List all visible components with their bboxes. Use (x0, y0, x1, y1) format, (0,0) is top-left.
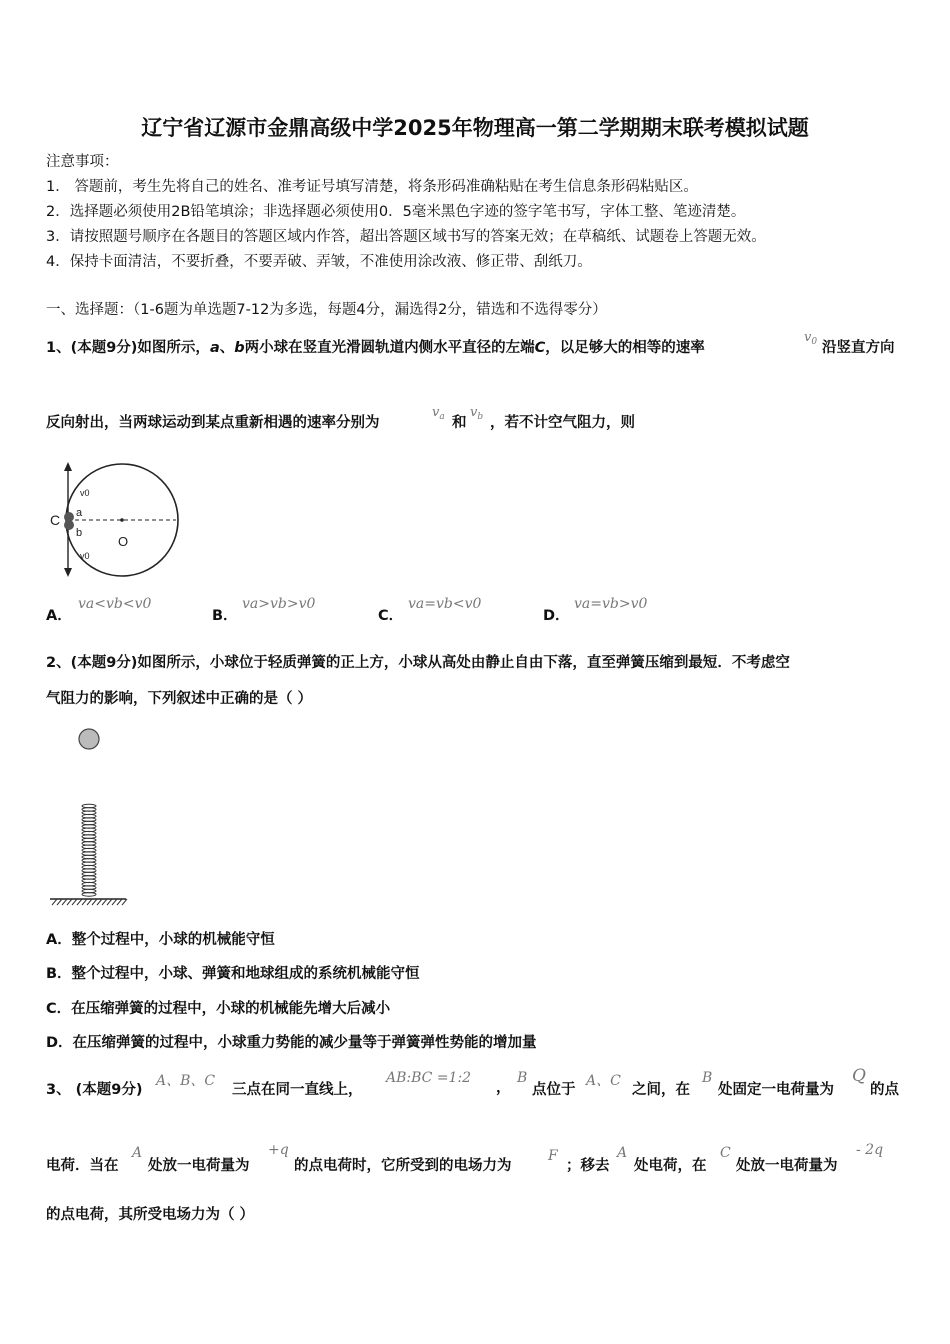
hatch-line (52, 899, 57, 905)
q3-plusq: +q (268, 1142, 289, 1158)
q2-spring-figure (44, 726, 134, 911)
hatch-line (82, 899, 87, 905)
hatch-line (112, 899, 117, 905)
q1-va (432, 405, 445, 422)
q3-abc: A、B、C (156, 1073, 216, 1089)
ball-b (64, 520, 74, 530)
q1-and: 和 (452, 415, 467, 431)
label-b: b (76, 527, 83, 539)
q1-line2a: 反向射出，当两球运动到某点重新相遇的速率分别为 (46, 415, 380, 431)
q3-lead: 3、 (本题9分) (46, 1082, 143, 1098)
q3-comma: ， (496, 1080, 511, 1096)
page-title: 辽宁省辽源市金鼎高级中学2025年物理高一第二学期期末联考模拟试题 (141, 116, 809, 140)
label-o: O (118, 534, 129, 549)
notice-item-2: 2．选择题必须使用2B铅笔填涂；非选择题必须使用0．5毫米黑色字迹的签字笔书写，字体工整、笔迹清楚。 (46, 204, 746, 220)
q2-option-a: A．整个过程中，小球的机械能守恒 (46, 932, 275, 948)
center-dot (120, 518, 124, 522)
hatch-line (62, 899, 67, 905)
hatch-line (117, 899, 122, 905)
q1-sep: 、 (219, 340, 235, 356)
q3-l2f: 处放一电荷量为 (736, 1158, 838, 1174)
notice-heading: 注意事项： (46, 154, 119, 170)
q1-point-c: C (534, 340, 546, 356)
q3-ac: A、C (586, 1073, 621, 1089)
q3-a2: A (617, 1145, 628, 1161)
q3-text5: 的点 (870, 1082, 899, 1098)
q3-line3: 的点电荷，其所受电场力为（ ） (46, 1207, 255, 1223)
v-symbol: v (432, 405, 440, 420)
section-heading: 一、选择题：（1-6题为单选题7-12为多选，每题4分，漏选得2分，错选和不选得零分） (46, 302, 607, 318)
q1-option-b-expr: va>vb>v0 (242, 596, 316, 612)
hatch-line (67, 899, 72, 905)
notice-item-4: 4．保持卡面清洁，不要折叠，不要弄破、弄皱，不准使用涂改液、修正带、刮纸刀。 (46, 254, 592, 270)
q3-q: Q (852, 1066, 866, 1086)
label-v0-top: v0 (80, 488, 90, 498)
q2-line1: 2、(本题9分)如图所示，小球位于轻质弹簧的正上方，小球从高处由静止自由下落，直至弹簧压缩到最短．不考虑空 (46, 655, 790, 671)
v-subscript: 0 (811, 337, 818, 347)
hatch-line (107, 899, 112, 905)
notice-item-1: 1． 答题前，考生先将自己的姓名、准考证号填写清楚，将条形码准确粘贴在考生信息条形码粘贴区。 (46, 179, 698, 195)
q3-c: C (720, 1145, 731, 1161)
notice-item-3: 3．请按照题号顺序在各题目的答题区域内作答，超出答题区域书写的答案无效；在草稿纸、试题卷上答题无效。 (46, 229, 766, 245)
hatch-line (102, 899, 107, 905)
q2-option-d: D．在压缩弹簧的过程中，小球重力势能的减少量等于弹簧弹性势能的增加量 (46, 1035, 537, 1051)
q2-option-c: C．在压缩弹簧的过程中，小球的机械能先增大后减小 (46, 1001, 391, 1017)
q3-b2: B (702, 1070, 713, 1086)
q1-circle-figure (44, 460, 184, 585)
q1-option-b-label: B． (212, 608, 238, 624)
q1-text: ，以足够大的相等的速率 (545, 340, 705, 356)
q3-b: B (517, 1070, 528, 1086)
q3-minus2q: - 2q (856, 1142, 884, 1158)
q3-text2: 点位于 (532, 1082, 576, 1098)
q3-l2a: 电荷．当在 (46, 1158, 119, 1174)
q1-var-b: b (234, 340, 245, 356)
q3-l2d: ；移去 (566, 1158, 610, 1174)
hatch-line (57, 899, 62, 905)
q3-text1: 三点在同一直线上， (232, 1082, 363, 1098)
hatch-line (122, 899, 127, 905)
ground-hatch (52, 899, 127, 905)
label-a: a (76, 507, 83, 519)
arrow-down-head (64, 568, 72, 577)
q1-option-a-expr: va<vb<v0 (78, 596, 152, 612)
q3-l2c: 的点电荷时，它所受到的电场力为 (294, 1158, 512, 1174)
q1-option-d-label: D． (543, 608, 570, 624)
q1-var-a: a (209, 340, 220, 356)
label-v0-bottom: v0 (80, 551, 90, 561)
q1-text: 1、(本题9分)如图所示， (46, 340, 210, 356)
q3-text3: 之间，在 (632, 1082, 690, 1098)
arrow-up-head (64, 462, 72, 471)
hatch-line (92, 899, 97, 905)
q2-option-b: B．整个过程中，小球、弹簧和地球组成的系统机械能守恒 (46, 966, 420, 982)
q1-vb (470, 405, 483, 422)
hatch-line (77, 899, 82, 905)
q3-a: A (132, 1145, 143, 1161)
spring (82, 804, 96, 896)
q1-text: 两小球在竖直光滑圆轨道内侧水平直径的左端 (244, 340, 535, 356)
q3-l2e: 处电荷，在 (634, 1158, 707, 1174)
hatch-line (97, 899, 102, 905)
q1-line2c: ，若不计空气阻力，则 (490, 415, 635, 431)
q1-option-a-label: A． (46, 608, 72, 624)
hatch-line (72, 899, 77, 905)
v-symbol: v (804, 330, 812, 345)
q3-l2b: 处放一电荷量为 (148, 1158, 250, 1174)
q1-option-c-label: C． (378, 608, 404, 624)
q1-v0 (804, 330, 817, 347)
v-subscript: a (439, 412, 445, 422)
q2-line2: 气阻力的影响，下列叙述中正确的是（ ） (46, 691, 313, 707)
q3-f: F (548, 1148, 558, 1164)
q1-option-d-expr: va=vb>v0 (574, 596, 648, 612)
q1-option-c-expr: va=vb<v0 (408, 596, 482, 612)
q3-text4: 处固定一电荷量为 (718, 1082, 834, 1098)
q3-ratio: AB:BC =1:2 (386, 1070, 472, 1086)
v-subscript: b (477, 412, 484, 422)
q1-text-end: 沿竖直方向 (822, 340, 895, 356)
hatch-line (87, 899, 92, 905)
ball (79, 729, 99, 749)
v-symbol: v (470, 405, 478, 420)
q1-line1 (46, 338, 705, 358)
label-c: C (50, 512, 61, 528)
